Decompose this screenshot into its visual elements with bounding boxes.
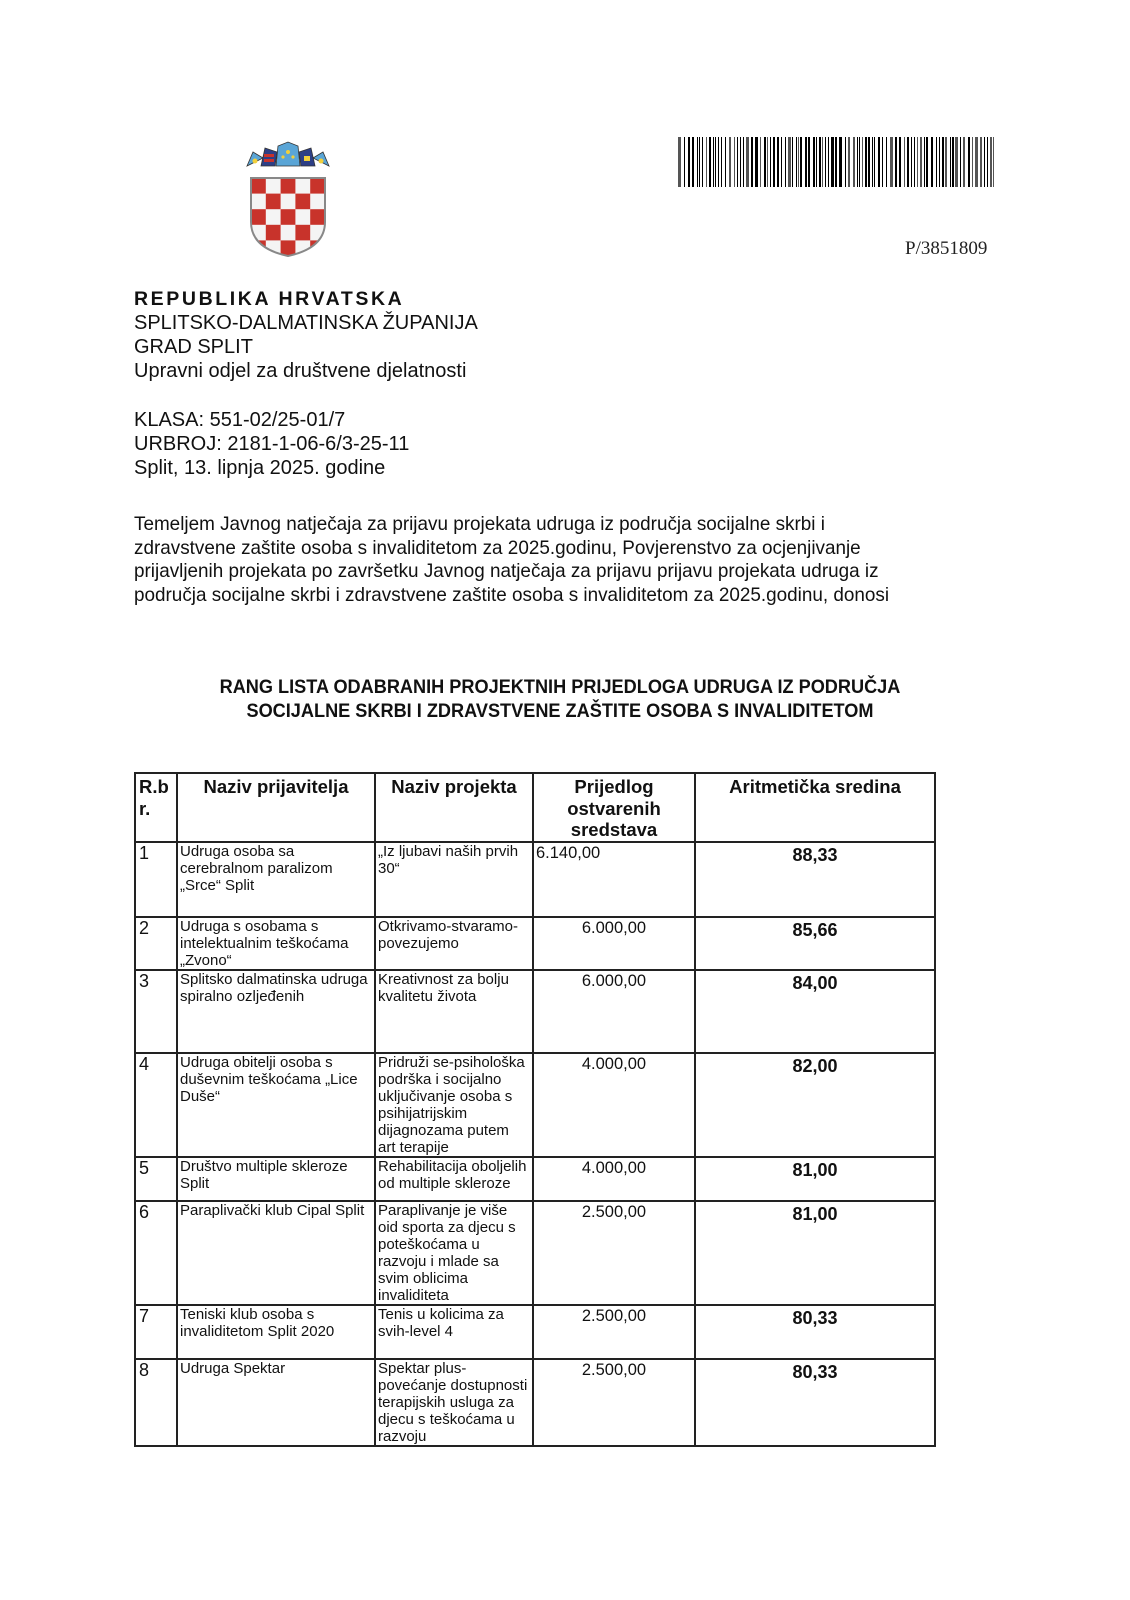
intro-line: prijavljenih projekata po završetku Javnog natječaja za prijavu prijavu projekata udruga iz (134, 560, 879, 582)
document-number: P/3851809 (905, 238, 988, 259)
cell-rb: 8 (135, 1359, 177, 1446)
urbroj: URBROJ: 2181-1-06-6/3-25-11 (134, 433, 410, 455)
cell-score: 84,00 (695, 970, 935, 1053)
cell-project: „Iz ljubavi naših prvih 30“ (375, 842, 533, 917)
cell-amount: 6.000,00 (533, 917, 695, 970)
cell-amount: 6.140,00 (533, 842, 695, 917)
header-amount: Prijedlog ostvarenih sredstava (533, 773, 695, 842)
header-rb: R.b r. (135, 773, 177, 842)
cell-applicant: Društvo multiple skleroze Split (177, 1157, 375, 1201)
table-row (135, 1201, 935, 1305)
cell-rb: 5 (135, 1157, 177, 1201)
table-row (135, 970, 935, 1053)
cell-score: 81,00 (695, 1201, 935, 1305)
cell-applicant: Udruga osoba sa cerebralnom paralizom „Srce“ Split (177, 842, 375, 917)
cell-score: 82,00 (695, 1053, 935, 1157)
barcode (678, 137, 998, 187)
issuer-block (134, 287, 478, 383)
cell-rb: 6 (135, 1201, 177, 1305)
document-title (179, 675, 942, 723)
intro-line: područja socijalne skrbi i zdravstvene zaštite osoba s invaliditetom za 2025.godinu, donosi (134, 583, 890, 606)
cell-project: Otkrivamo-stvaramo-povezujemo (375, 917, 533, 970)
table-row (135, 1157, 935, 1201)
cell-amount: 4.000,00 (533, 1053, 695, 1157)
cell-rb: 2 (135, 917, 177, 970)
cell-amount: 2.500,00 (533, 1305, 695, 1359)
cell-applicant: Udruga Spektar (177, 1359, 375, 1446)
county-name: SPLITSKO-DALMATINSKA ŽUPANIJA (134, 312, 478, 334)
cell-amount: 2.500,00 (533, 1359, 695, 1446)
header-applicant: Naziv prijavitelja (177, 773, 375, 842)
intro-line: zdravstvene zaštite osoba s invaliditetom za 2025.godinu, Povjerenstvo za ocjenjivanje (134, 536, 861, 559)
cell-score: 80,33 (695, 1359, 935, 1446)
table-row (135, 842, 935, 917)
cell-project: Spektar plus-povećanje dostupnosti terapijskih usluga za djecu s teškoćama u razvoju (375, 1359, 533, 1446)
title-line: SOCIJALNE SKRBI I ZDRAVSTVENE ZAŠTITE OSOBA S INVALIDITETOM (246, 700, 874, 722)
table-row (135, 1053, 935, 1157)
cell-amount: 2.500,00 (533, 1201, 695, 1305)
cell-score: 80,33 (695, 1305, 935, 1359)
cell-rb: 3 (135, 970, 177, 1053)
table-row (135, 1359, 935, 1446)
barcode-gap (994, 137, 996, 187)
cell-rb: 7 (135, 1305, 177, 1359)
cell-applicant: Splitsko dalmatinska udruga spiralno ozljeđenih (177, 970, 375, 1053)
cell-amount: 6.000,00 (533, 970, 695, 1053)
city-name: GRAD SPLIT (134, 336, 253, 358)
cell-project: Kreativnost za bolju kvalitetu života (375, 970, 533, 1053)
intro-line: Temeljem Javnog natječaja za prijavu projekata udruga iz područja socijalne skrbi i (134, 513, 825, 535)
coat-of-arms-logo (243, 140, 333, 258)
table-header-row (135, 773, 935, 842)
ranking-table (134, 772, 936, 1447)
cell-project: Rehabilitacija oboljelih od multiple skleroze (375, 1157, 533, 1201)
cell-rb: 1 (135, 842, 177, 917)
cell-applicant: Udruga s osobama s intelektualnim teškoćama „Zvono“ (177, 917, 375, 970)
title-line: RANG LISTA ODABRANIH PROJEKTNIH PRIJEDLOGA UDRUGA IZ PODRUČJA (219, 676, 901, 698)
header-score: Aritmetička sredina (695, 773, 935, 842)
department-name: Upravni odjel za društvene djelatnosti (134, 360, 467, 382)
cell-project: Tenis u kolicima za svih-level 4 (375, 1305, 533, 1359)
crown-icon (247, 142, 329, 166)
cell-applicant: Teniski klub osoba s invaliditetom Split 2020 (177, 1305, 375, 1359)
cell-score: 85,66 (695, 917, 935, 970)
intro-paragraph (134, 513, 955, 607)
cell-rb: 4 (135, 1053, 177, 1157)
table-row (135, 917, 935, 970)
cell-applicant: Paraplivački klub Cipal Split (177, 1201, 375, 1305)
cell-score: 88,33 (695, 842, 935, 917)
cell-project: Paraplivanje je više oid sporta za djecu s poteškoćama u razvoju i mlade sa svim oblicima invaliditeta (375, 1201, 533, 1305)
date: Split, 13. lipnja 2025. godine (134, 457, 386, 479)
header-project: Naziv projekta (375, 773, 533, 842)
klasa: KLASA: 551-02/25-01/7 (134, 409, 346, 431)
table-row (135, 1305, 935, 1359)
cell-applicant: Udruga obitelji osoba s duševnim teškoćama „Lice Duše“ (177, 1053, 375, 1157)
cell-project: Pridruži se-psihološka podrška i socijalno uključivanje osoba s psihijatrijskim dijagnozama putem art terapije (375, 1053, 533, 1157)
cell-score: 81,00 (695, 1157, 935, 1201)
cell-amount: 4.000,00 (533, 1157, 695, 1201)
reference-block (134, 408, 409, 480)
country-name: REPUBLIKA HRVATSKA (134, 288, 405, 310)
